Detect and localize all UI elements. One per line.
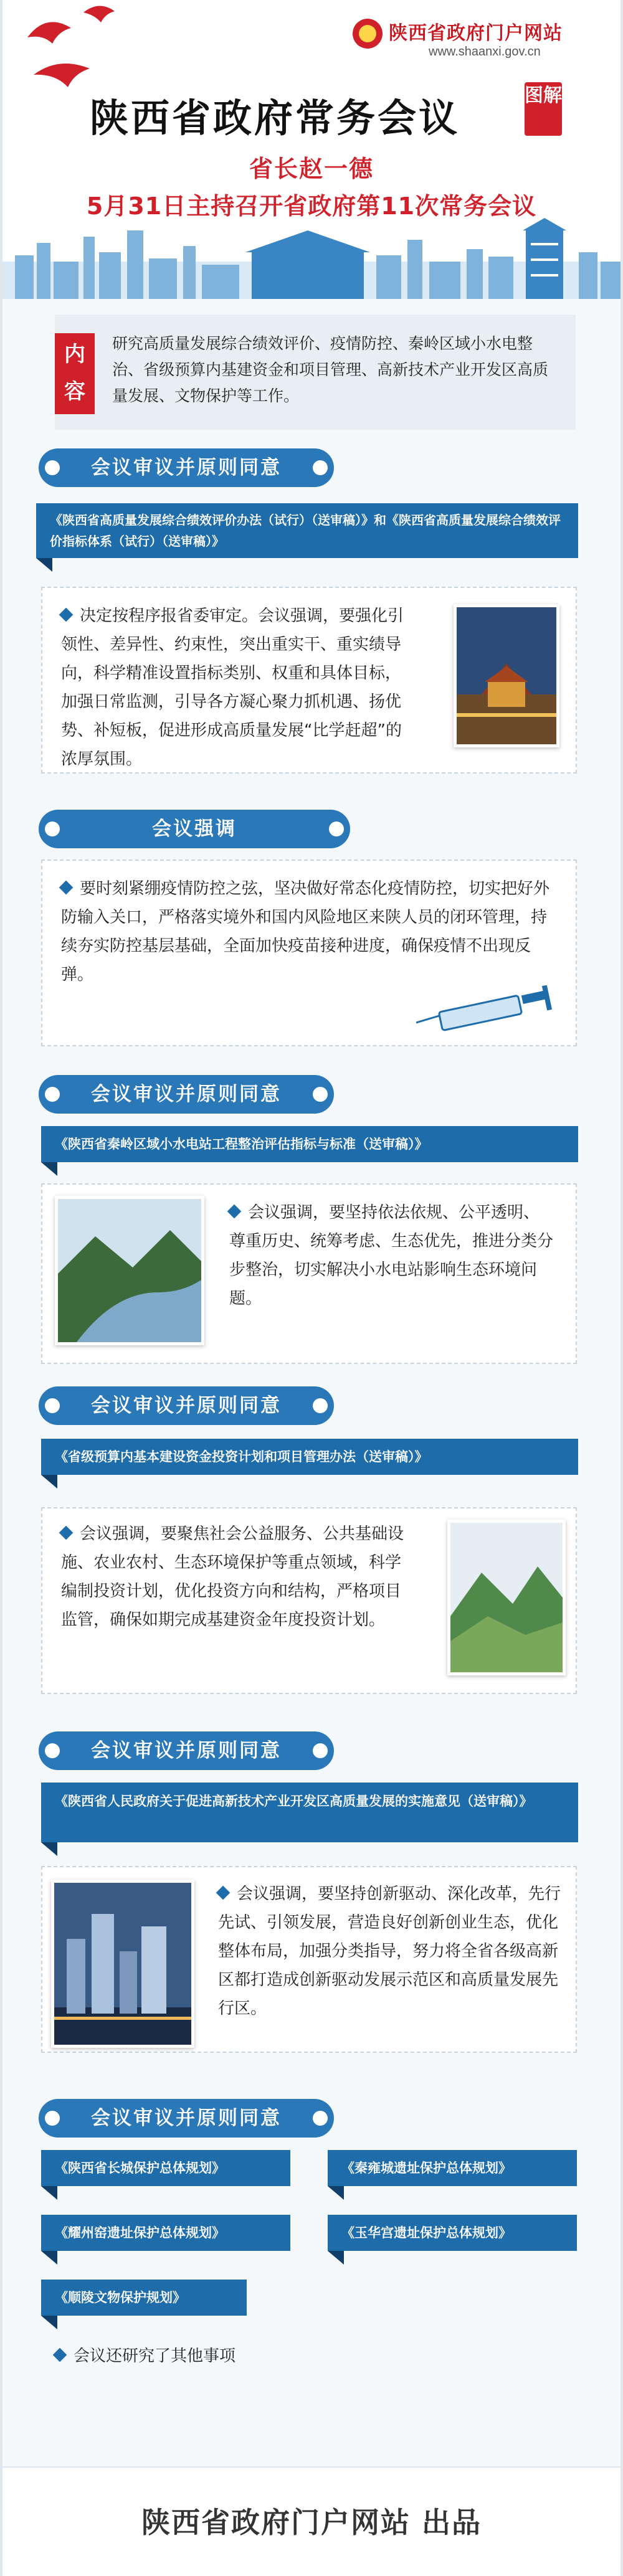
section-3-header: 会议审议并原则同意 [39,1075,334,1114]
section-5-document-ribbon: 《陕西省人民政府关于促进高新技术产业开发区高质量发展的实施意见（送审稿）》 [41,1783,578,1842]
section-2-text: 要时刻紧绷疫情防控之弦，坚决做好常态化疫情防控，切实把好外防输入关口，严格落实境外和国内风险地区来陕人员的闭环管理，持续夯实防控基层基础，全面加快疫苗接种进度，确保疫情不出现反弹。 [61,879,550,984]
bullet-icon [227,1205,242,1219]
section-1-document-ribbon: 《陕西省高质量发展综合绩效评价办法（试行）（送审稿）》和《陕西省高质量发展综合绩效评价指标体系（试行）（送审稿）》 [36,503,578,558]
section-4-text: 会议强调，要聚焦社会公益服务、公共基础设施、农业农村、生态环境保护等重点领域，科学编制投资计划，优化投资方向和结构，严格项目监管，确保如期完成基建资金年度投资计划。 [61,1525,404,1629]
bullet-icon [59,881,74,895]
green-mountains-photo [447,1520,566,1675]
section-3-document-ribbon: 《陕西省秦岭区域小水电站工程整治评估指标与标准（送审稿）》 [41,1126,578,1162]
footer-credit: 陕西省政府门户网站 出品 [141,2506,482,2539]
ribbon-yuhua-palace-plan: 《玉华宫遗址保护总体规划》 [328,2215,577,2251]
section-2-card [41,859,577,1046]
ribbon-yaozhou-kiln-plan: 《耀州窑遗址保护总体规划》 [41,2215,290,2251]
bullet-icon [59,608,74,622]
river-valley-photo [55,1196,204,1345]
site-url: www.shaanxi.gov.cn [429,45,541,59]
infographic-badge: 图解 [525,82,562,136]
site-brand[interactable] [353,14,602,70]
content-label: 内容 [55,333,95,414]
subtitle-governor: 省长赵一德 [249,155,374,182]
section-4-header: 会议审议并原则同意 [39,1386,334,1425]
page-title: 陕西省政府常务会议 [90,95,460,141]
city-night-skyline-photo [51,1880,194,2048]
ribbon-shunling-plan: 《顺陵文物保护规划》 [41,2280,247,2316]
section-1-text: 决定按程序报省委审定。会议强调，要强化引领性、差异性、约束性，突出重实干、重实绩导向，科学精准设置指标类别、权重和具体目标，加强日常监测，引导各方凝心聚力抓机遇、扬优势、补短板，促进形成高质量发展“比学赶超”的浓厚氛围。 [61,607,404,769]
section-1-card [41,587,577,774]
section-5-card [41,1866,577,2053]
section-5-text: 会议强调，要坚持创新驱动、深化改革，先行先试、引领发展，营造良好创新创业生态，优化整体布局，加强分类指导，努力将全省各级高新区都打造成创新驱动发展示范区和高质量发展先行区。 [218,1885,561,2018]
section-3-card [41,1183,577,1364]
ribbon-qinyong-city-plan: 《秦雍城遗址保护总体规划》 [328,2150,577,2186]
bullet-icon [216,1886,231,1900]
section-4-card [41,1507,577,1694]
section-1-header: 会议审议并原则同意 [39,448,334,487]
header [2,0,621,299]
content-summary-box [55,315,576,430]
content-summary-text: 研究高质量发展综合绩效评价、疫情防控、秦岭区域小水电整治、省级预算内基建资金和项目管理、高新技术产业开发区高质量发展、文物保护等工作。 [112,334,549,405]
site-name: 陕西省政府门户网站 [389,22,563,44]
bell-tower-night-photo [454,604,559,747]
footer [2,2466,621,2576]
vaccine-syringe-icon [416,985,566,1035]
section-5-header: 会议审议并原则同意 [39,1731,334,1770]
bullet-icon [59,1526,74,1540]
section-6-header: 会议审议并原则同意 [39,2099,334,2138]
other-matters-note: 会议还研究了其他事项 [55,2343,235,2366]
national-emblem-icon [353,19,383,49]
section-4-document-ribbon: 《省级预算内基本建设资金投资计划和项目管理办法（送审稿）》 [41,1439,578,1475]
subtitle-meeting: 5月31日主持召开省政府第11次常务会议 [86,192,537,220]
ribbon-great-wall-plan: 《陕西省长城保护总体规划》 [41,2150,290,2186]
bullet-icon [53,2348,67,2362]
section-3-text: 会议强调，要坚持依法依规、公平透明、尊重历史、统筹考虑、生态优先，推进分类分步整治，切实解决小水电站影响生态环境问题。 [229,1203,554,1308]
city-skyline-illustration [2,218,621,299]
section-2-header: 会议强调 [39,810,350,848]
